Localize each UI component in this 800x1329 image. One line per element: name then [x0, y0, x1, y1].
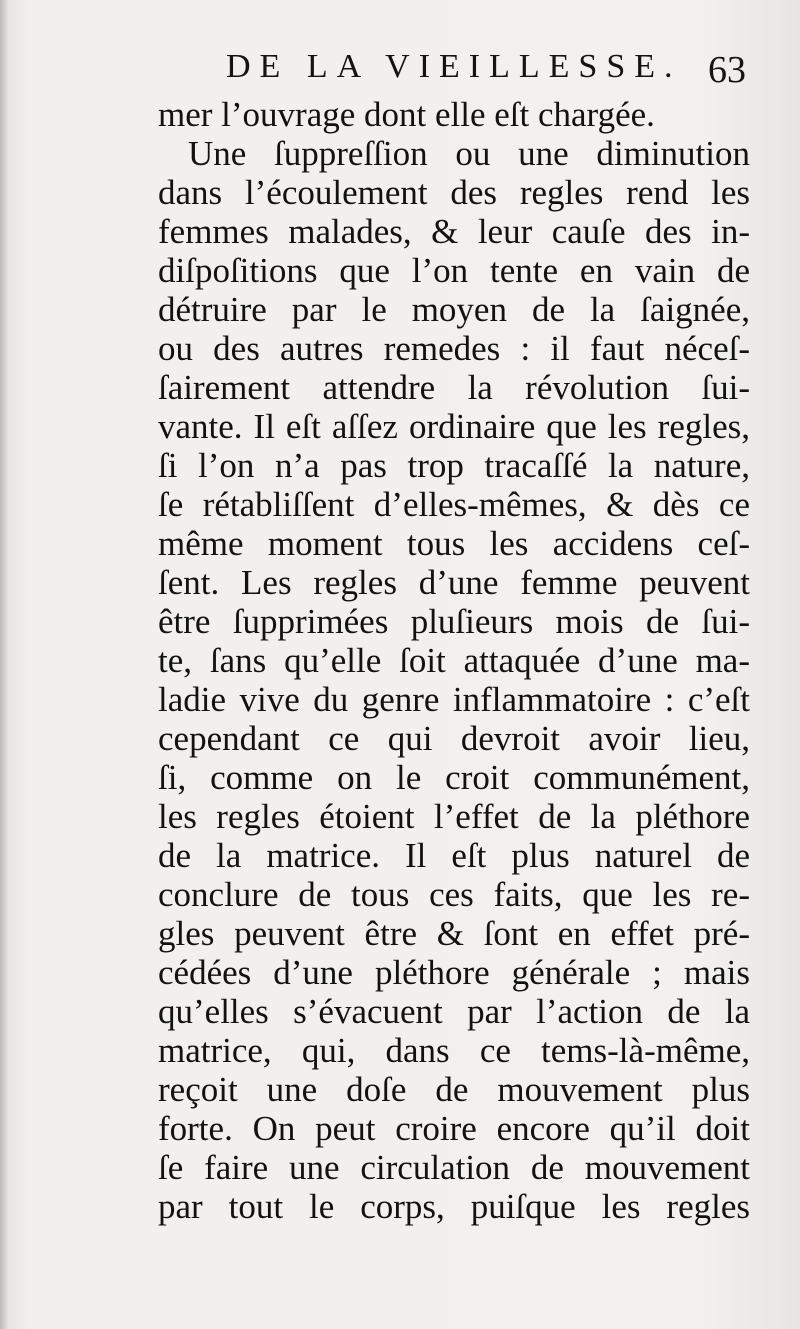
text-line: ou des autres remedes : il faut néceſ- [158, 329, 750, 368]
page-number: 63 [708, 49, 746, 91]
text-line: de la matrice. Il eſt plus naturel de [158, 836, 750, 875]
text-line: même moment tous les accidens ceſ- [158, 524, 750, 563]
text-line: cédées d’une pléthore générale ; mais [158, 953, 750, 992]
text-line: matrice, qui, dans ce tems-là-même, [158, 1031, 750, 1070]
text-line: par tout le corps, puiſque les regles [158, 1187, 750, 1226]
text-line: cependant ce qui devroit avoir lieu, [158, 719, 750, 758]
text-line: forte. On peut croire encore qu’il doit [158, 1109, 750, 1148]
text-line: mer l’ouvrage dont elle eſt chargée. [158, 95, 655, 134]
running-head-title: DE LA VIEILLESSE. [226, 48, 682, 85]
text-line: ſent. Les regles d’une femme peuvent [158, 563, 750, 602]
text-line: gles peuvent être & ſont en effet pré- [158, 914, 750, 953]
text-line: ſi, comme on le croit communément, [158, 758, 750, 797]
text-line: ſi l’on n’a pas trop tracaſſé la nature, [158, 446, 750, 485]
text-line: être ſupprimées pluſieurs mois de ſui- [158, 602, 750, 641]
running-head [226, 48, 746, 98]
text-line: détruire par le moyen de la ſaignée, [158, 290, 750, 329]
text-line: reçoit une doſe de mouvement plus [158, 1070, 750, 1109]
text-line: te, ſans qu’elle ſoit attaquée d’une ma- [158, 641, 750, 680]
text-line: diſpoſitions que l’on tente en vain de [158, 251, 750, 290]
text-line: ſe faire une circulation de mouvement [158, 1148, 750, 1187]
text-line: Une ſuppreſſion ou une diminution [188, 134, 750, 173]
text-line: conclure de tous ces faits, que les re- [158, 875, 750, 914]
text-line: les regles étoient l’effet de la pléthore [158, 797, 750, 836]
text-line: femmes malades, & leur cauſe des in- [158, 212, 750, 251]
text-line: ſairement attendre la révolution ſui- [158, 368, 750, 407]
text-line: vante. Il eſt aſſez ordinaire que les regles, [158, 407, 750, 446]
text-line: ladie vive du genre inflammatoire : c’eſt [158, 680, 750, 719]
text-line: qu’elles s’évacuent par l’action de la [158, 992, 750, 1031]
text-line: dans l’écoulement des regles rend les [158, 173, 750, 212]
text-line: ſe rétabliſſent d’elles-mêmes, & dès ce [158, 485, 750, 524]
page-gutter-shadow [0, 0, 8, 1329]
